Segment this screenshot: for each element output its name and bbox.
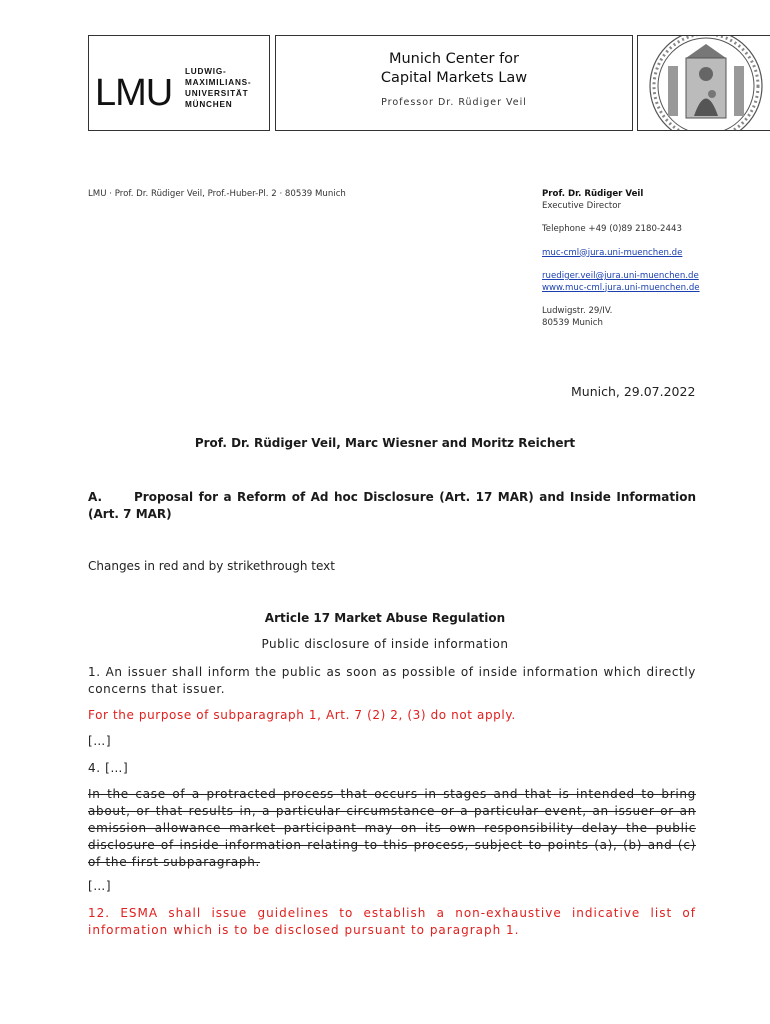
email-link-muc-cml[interactable]: muc-cml@jura.uni-muenchen.de <box>542 247 683 258</box>
institute-title <box>276 50 632 88</box>
university-line: LUDWIG- <box>185 67 227 76</box>
institute-title-line1: Munich Center for <box>388 51 520 67</box>
institute-subtitle: Professor Dr. Rüdiger Veil <box>381 97 527 108</box>
section-heading <box>88 489 696 523</box>
email-link-veil[interactable]: ruediger.veil@jura.uni-muenchen.de <box>542 271 699 281</box>
contact-role: Executive Director <box>542 200 622 211</box>
changes-note: Changes in red and by strikethrough text <box>88 559 335 573</box>
paragraph-ellipsis: […] <box>88 879 112 893</box>
paragraph-ellipsis: […] <box>88 734 112 748</box>
paragraph-1: 1. An issuer shall inform the public as soon as possible of inside information which directly concerns that issuer. <box>88 665 696 696</box>
section-number: A. <box>88 490 103 504</box>
authors-line: Prof. Dr. Rüdiger Veil, Marc Wiesner and Moritz Reichert <box>194 436 576 450</box>
university-name <box>185 66 251 110</box>
contact-name: Prof. Dr. Rüdiger Veil <box>542 189 644 199</box>
paragraph-4: 4. […] <box>88 761 129 775</box>
website-link[interactable]: www.muc-cml.jura.uni-muenchen.de <box>542 282 700 293</box>
section-title: Proposal for a Reform of Ad hoc Disclosure (Art. 17 MAR) and Inside Information (Art. 7 MAR) <box>88 490 696 521</box>
university-line: UNIVERSITÄT <box>185 89 249 98</box>
university-line: MÜNCHEN <box>185 100 233 109</box>
contact-telephone: Telephone +49 (0)89 2180-2443 <box>542 224 682 234</box>
paragraph-12-added-red: 12. ESMA shall issue guidelines to establish a non-exhaustive indicative list of information which is to be disclosed pursuant to paragraph 1. <box>88 906 696 937</box>
contact-street: Ludwigstr. 29/IV. <box>542 306 613 316</box>
letter-date: Munich, 29.07.2022 <box>571 384 696 399</box>
lmu-logo-mark <box>95 74 172 112</box>
university-line: MAXIMILIANS- <box>185 78 252 87</box>
lmu-logo <box>88 35 270 131</box>
article-subtitle: Public disclosure of inside information <box>261 637 509 651</box>
sender-address-line: LMU · Prof. Dr. Rüdiger Veil, Prof.-Huber-Pl. 2 · 80539 Munich <box>88 189 346 199</box>
article-title: Article 17 Market Abuse Regulation <box>264 611 506 625</box>
paragraph-struck-through: In the case of a protracted process that occurs in stages and that is intended to bring about, or that results in, a particular circumstance or a particular event, an issuer or an emission allowance market participant may on its own responsibility delay the public disclosure of inside information relating to this process, subject to points (a), (b) and (c) of the first subparagraph. <box>88 787 696 869</box>
university-seal <box>637 35 770 131</box>
seal-icon <box>638 36 770 131</box>
lmu-logo-text: LMU <box>95 72 173 114</box>
paragraph-added-red: For the purpose of subparagraph 1, Art. 7 (2) 2, (3) do not apply. <box>88 708 516 722</box>
institute-header <box>275 35 633 131</box>
institute-title-line2: Capital Markets Law <box>380 70 528 86</box>
contact-city: 80539 Munich <box>542 317 603 328</box>
contact-block <box>542 189 700 329</box>
